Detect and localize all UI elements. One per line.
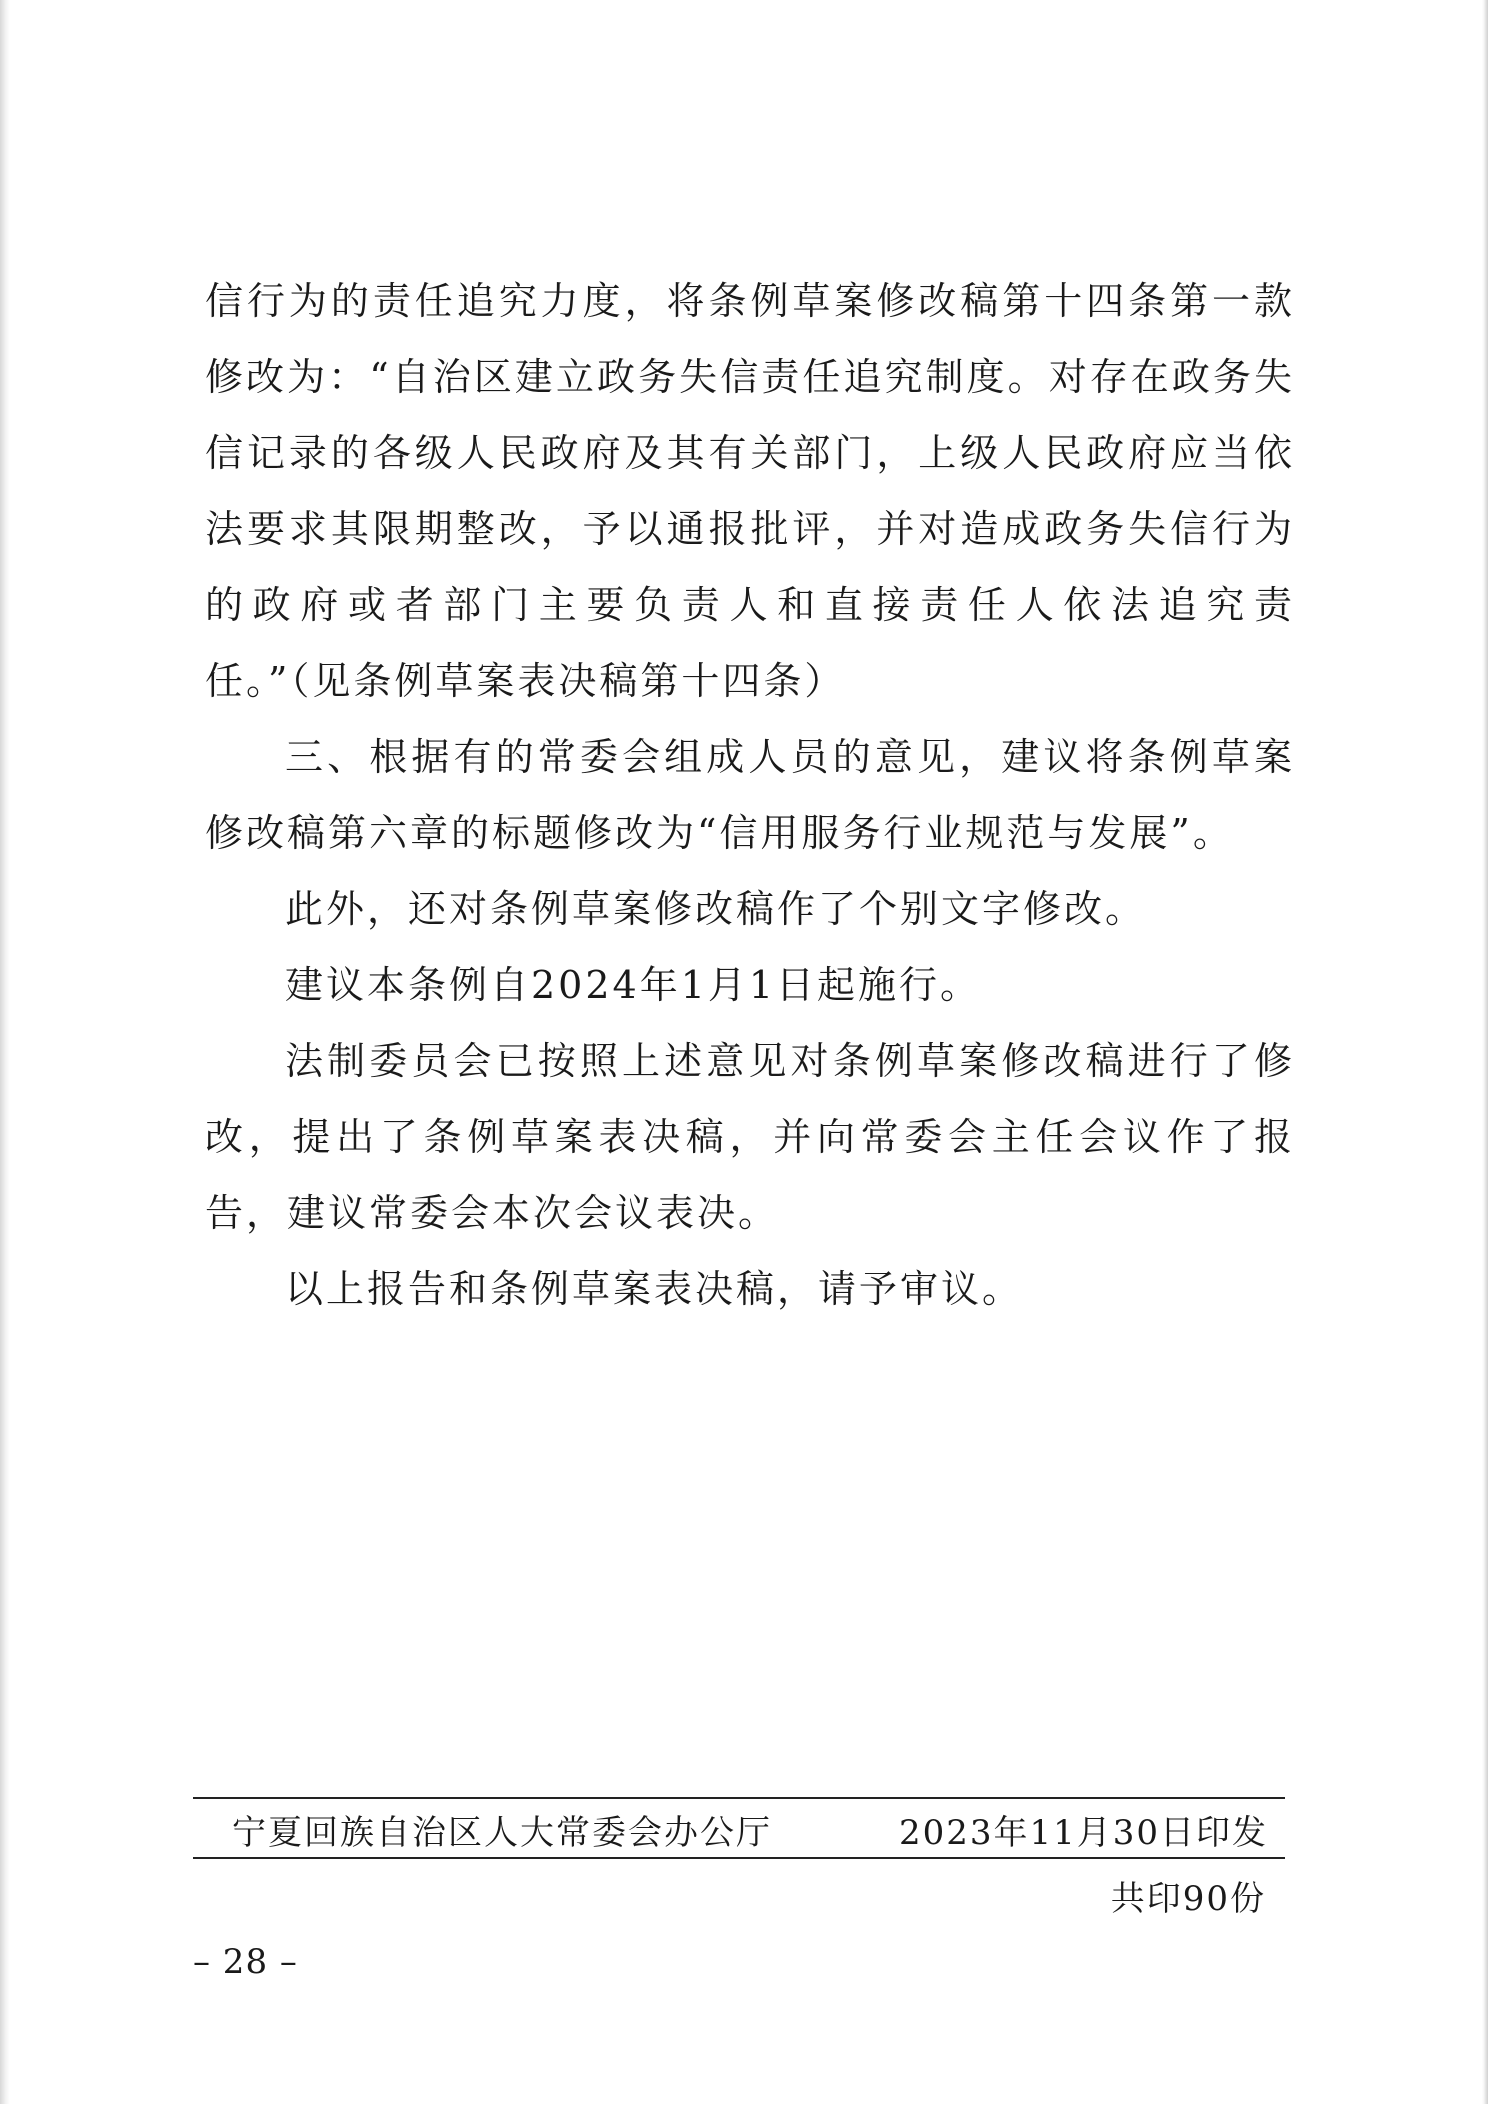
paragraph-committee-report: 法制委员会已按照上述意见对条例草案修改稿进行了修改，提出了条例草案表决稿，并向常委会主任会议作了报告，建议常委会本次会议表决。: [205, 1039, 1295, 1235]
footer-issue-date: 2023年11月30日印发: [898, 1813, 1268, 1853]
footer-copies-count: 共印90份: [1110, 1879, 1266, 1919]
scan-edge-right: [1482, 0, 1488, 2104]
footer-issuing-office: 宁夏回族自治区人大常委会办公厅: [232, 1813, 772, 1853]
scan-edge-left: [0, 0, 10, 2104]
paragraph-effective-date: 建议本条例自2024年1月1日起施行。: [285, 963, 982, 1007]
footer-rule-bottom: [193, 1857, 1285, 1859]
footer-rule-top: [193, 1797, 1285, 1799]
page-number: – 28 –: [193, 1942, 298, 1982]
paragraph-item-three: 三、根据有的常委会组成人员的意见，建议将条例草案修改稿第六章的标题修改为“信用服务行业规范与发展”。: [205, 735, 1295, 855]
document-body: [205, 263, 1295, 1327]
paragraph-other-edits: 此外，还对条例草案修改稿作了个别文字修改。: [285, 887, 1147, 931]
paragraph-closing: 以上报告和条例草案表决稿，请予审议。: [285, 1267, 1024, 1311]
paragraph-continuation: 信行为的责任追究力度，将条例草案修改稿第十四条第一款修改为：“自治区建立政务失信责任追究制度。对存在政务失信记录的各级人民政府及其有关部门，上级人民政府应当依法要求其限期整改，予以通报批评，并对造成政务失信行为的政府或者部门主要负责人和直接责任人依法追究责任。”（见条例草案表决稿第十四条）: [205, 279, 1295, 703]
